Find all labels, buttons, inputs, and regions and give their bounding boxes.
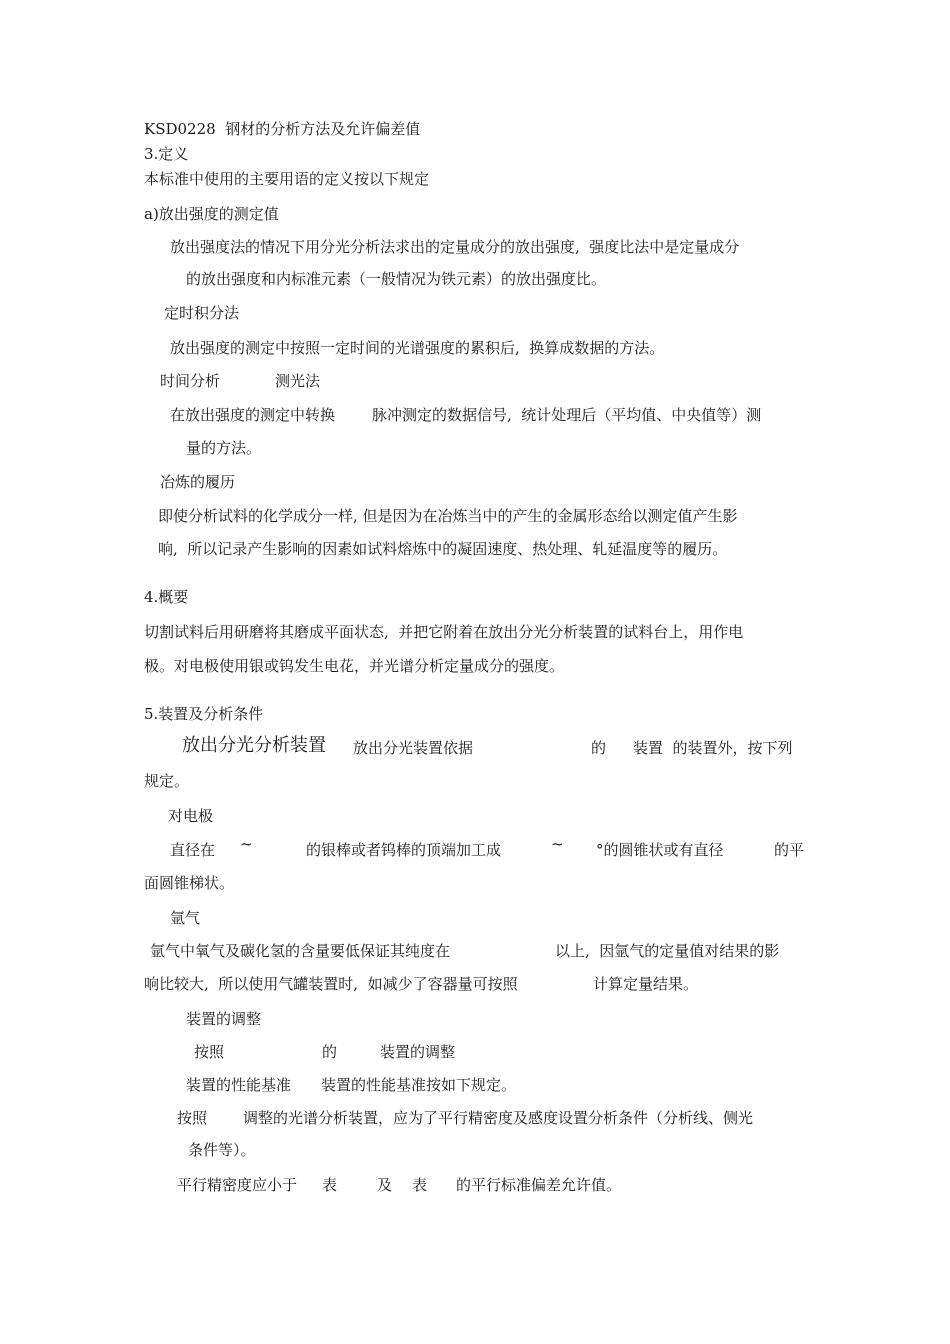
electrode-text-1a: 直径在 [170,841,216,859]
section-3-intro: 本标准中使用的主要用语的定义按以下规定 [144,170,430,188]
apparatus-rest: 装置 的装置外，按下列 [633,739,793,757]
precision-text-b: 表 [322,1176,338,1194]
definition-a-heading: a)放出强度的测定值 [144,205,279,223]
section-5-heading: 5.装置及分析条件 [144,705,264,723]
definition-c-text-1a: 在放出强度的测定中转换 [170,406,336,424]
definition-c-heading-1: 时间分析 [160,372,221,390]
apparatus-line-2: 规定。 [144,772,190,790]
adjustment-heading: 装置的调整 [186,1010,262,1028]
document-title: KSD0228 钢材的分析方法及允许偏差值 [144,120,421,138]
precision-text-c: 及 [377,1176,393,1194]
performance-heading: 装置的性能基准 [186,1076,292,1094]
argon-text-2b: 计算定量结果。 [593,975,699,993]
adjustment-text-b: 的 [322,1043,338,1061]
electrode-tilde-1: ~ [240,835,253,853]
precision-text-a: 平行精密度应小于 [177,1176,298,1194]
section-4-text-1: 切割试料后用研磨将其磨成平面状态, 并把它附着在放出分光分析装置的试料台上，用作电 [144,623,744,641]
definition-c-heading-2: 测光法 [275,372,321,390]
argon-text-1a: 氩气中氧气及碳化氢的含量要低保证其纯度在 [150,942,451,960]
section-3-heading: 3.定义 [144,145,189,163]
adjustment-text-c: 装置的调整 [380,1043,456,1061]
electrode-text-1b: 的银棒或者钨棒的顶端加工成 [306,841,502,859]
section-4-heading: 4.概要 [144,588,189,606]
definition-b-text: 放出强度的测定中按照一定时间的光谱强度的累积后, 换算成数据的方法。 [170,339,665,357]
precision-text-d: 表 [412,1176,428,1194]
definition-c-text-2: 量的方法。 [186,439,262,457]
performance-intro: 装置的性能基准按如下规定。 [321,1076,517,1094]
argon-heading: 氩气 [170,909,201,927]
definition-d-text-2: 响, 所以记录产生影响的因素如试料熔炼中的凝固速度、热处理、轧延温度等的履历。 [158,540,728,558]
electrode-text-1c: °的圆锥状或有直径 [596,841,724,859]
performance-text-1b: 调整的光谱分析装置，应为了平行精密度及感度设置分析条件（分析线、侧光 [243,1109,754,1127]
definition-d-text-1: 即使分析试料的化学成分一样, 但是因为在冶炼当中的产生的金属形态给以测定值产生影 [158,507,738,525]
definition-d-heading: 冶炼的履历 [160,473,236,491]
definition-a-text-1: 放出强度法的情况下用分光分析法求出的定量成分的放出强度, 强度比法中是定量成分 [170,238,740,256]
electrode-tilde-2: ~ [551,835,564,853]
apparatus-basis: 放出分光装置依据 [353,739,474,757]
definition-b-heading: 定时积分法 [164,304,240,322]
electrode-text-2: 面圆锥梯状。 [144,874,235,892]
apparatus-name: 放出分光分析装置 [182,735,326,756]
adjustment-text-a: 按照 [194,1043,225,1061]
section-4-text-2: 极。对电极使用银或钨发生电花，并光谱分析定量成分的强度。 [144,657,565,675]
definition-c-text-1b: 脉冲测定的数据信号, 统计处理后（平均值、中央值等）测 [372,406,762,424]
performance-text-1a: 按照 [177,1109,208,1127]
performance-text-2: 条件等）。 [188,1141,256,1159]
argon-text-1b: 以上, 因氩气的定量值对结果的影 [555,942,780,960]
precision-text-e: 的平行标准偏差允许值。 [456,1176,622,1194]
counter-electrode-heading: 对电极 [168,807,214,825]
argon-text-2a: 响比较大, 所以使用气罐装置时, 如减少了容器量可按照 [144,975,518,993]
definition-a-text-2: 的放出强度和内标准元素（一般情况为铁元素）的放出强度比。 [186,270,607,288]
electrode-text-1d: 的平 [774,841,805,859]
apparatus-of: 的 [591,739,607,757]
